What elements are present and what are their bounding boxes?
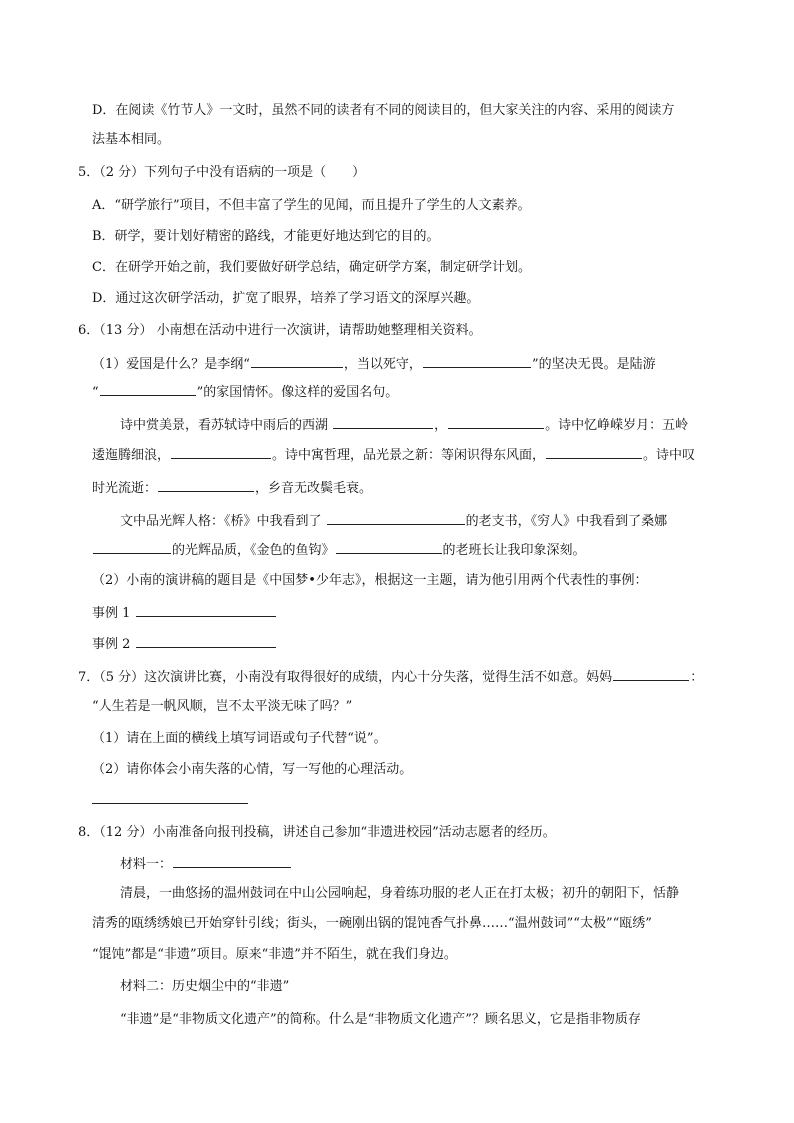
- example-2: 事例 2: [92, 633, 277, 655]
- answer-blank[interactable]: [336, 539, 442, 554]
- paragraph-1-line1: 清晨，一曲悠扬的温州鼓词在中山公园响起，身着练功服的老人正在打太极；初升的朝阳下，恬静: [120, 886, 680, 901]
- answer-blank[interactable]: [158, 477, 254, 492]
- answer-blank[interactable]: [613, 666, 689, 681]
- q6-part1-line2: “ ”的家国情怀。像这样的爱国名句。: [92, 381, 398, 403]
- poem-line1: 诗中赏美景，看苏轼诗中雨后的西湖 ， 。诗中忆峥嵘岁月：五岭: [120, 414, 688, 436]
- answer-blank[interactable]: [546, 444, 642, 459]
- answer-blank[interactable]: [251, 353, 343, 368]
- paragraph-1-line3: “馄饨”都是“非遗”项目。原来“非遗”并不陌生，就在我们身边。: [92, 947, 457, 962]
- q7-quote: “人生若是一帆风顺，岂不太平淡无味了吗？”: [92, 699, 353, 714]
- q6-part2: （2）小南的演讲稿的题目是《中国梦•少年志》，根据这一主题，请为他引用两个代表性的事例：: [92, 573, 648, 588]
- answer-blank[interactable]: [136, 602, 276, 617]
- q7-part1: （1）请在上面的横线上填写词语或句子代替“说”。: [92, 731, 387, 746]
- text-line2: 的光辉品质，《金色的鱼钩》 的老班长让我印象深刻。: [92, 539, 586, 561]
- answer-blank[interactable]: [448, 414, 544, 429]
- answer-blank[interactable]: [423, 353, 531, 368]
- paragraph-2-line1: “非遗”是“非物质文化遗产”的简称。什么是“非物质文化遗产”？顾名思义，它是指非物质存: [120, 1012, 641, 1027]
- q7-part2: （2）请你体会小南失落的心情，写一写他的心理活动。: [92, 762, 413, 777]
- answer-blank[interactable]: [327, 510, 465, 525]
- poem-line3: 时光流逝： ，乡音无改鬓毛衰。: [92, 477, 372, 499]
- answer-blank[interactable]: [93, 539, 171, 554]
- answer-blank[interactable]: [333, 414, 433, 429]
- q6-part1-line1: （1）爱国是什么？是李纲“ ，当以死守， ”的坚决无畏。是陆游: [92, 353, 656, 375]
- answer-blank[interactable]: [173, 853, 291, 868]
- question-7: 7．（5 分）这次演讲比赛，小南没有取得很好的成绩，内心十分失落，觉得生活不如意。妈妈 ：: [78, 666, 703, 688]
- answer-blank[interactable]: [136, 633, 276, 648]
- question-6: 6．（13 分） 小南想在活动中进行一次演讲，请帮助她整理相关资料。: [78, 323, 482, 338]
- answer-line[interactable]: [92, 803, 248, 804]
- question-8: 8．（12 分）小南准备向报刊投稿，讲述自己参加“非遗进校园”活动志愿者的经历。: [78, 825, 556, 840]
- material-1: 材料一：: [120, 853, 292, 875]
- example-1: 事例 1: [92, 602, 277, 624]
- poem-line2: 逶迤腾细浪， 。诗中寓哲理，品光景之新：等闲识得东风面， 。诗中叹: [92, 444, 695, 466]
- q5-option-b: B．研学，要计划好精密的路线，才能更好地达到它的目的。: [92, 229, 440, 244]
- material-2: 材料二：历史烟尘中的“非遗”: [120, 979, 290, 994]
- q5-option-c: C．在研学开始之前，我们要做好研学总结，确定研学方案，制定研学计划。: [92, 260, 531, 275]
- question-5: 5．（2 分）下列句子中没有语病的一项是（ ）: [78, 165, 366, 180]
- text-line1: 文中品光辉人格：《桥》中我看到了 的老支书，《穷人》中我看到了桑娜: [120, 510, 667, 532]
- answer-blank[interactable]: [100, 381, 196, 396]
- answer-blank[interactable]: [171, 444, 271, 459]
- q5-option-d: D．通过这次研学活动，扩宽了眼界，培养了学习语文的深厚兴趣。: [92, 291, 480, 306]
- option-d-line: D．在阅读《竹节人》一文时，虽然不同的读者有不同的阅读目的，但大家关注的内容、采用的阅读方: [92, 103, 675, 118]
- q5-option-a: A．“研学旅行”项目，不但丰富了学生的见闻，而且提升了学生的人文素养。: [92, 198, 531, 213]
- paragraph-1-line2: 清秀的瓯绣绣娘已开始穿针引线；街头，一碗刚出锅的馄饨香气扑鼻……“温州鼓词”“太极”“瓯绣”: [92, 916, 652, 931]
- option-d-cont: 法基本相同。: [92, 132, 171, 147]
